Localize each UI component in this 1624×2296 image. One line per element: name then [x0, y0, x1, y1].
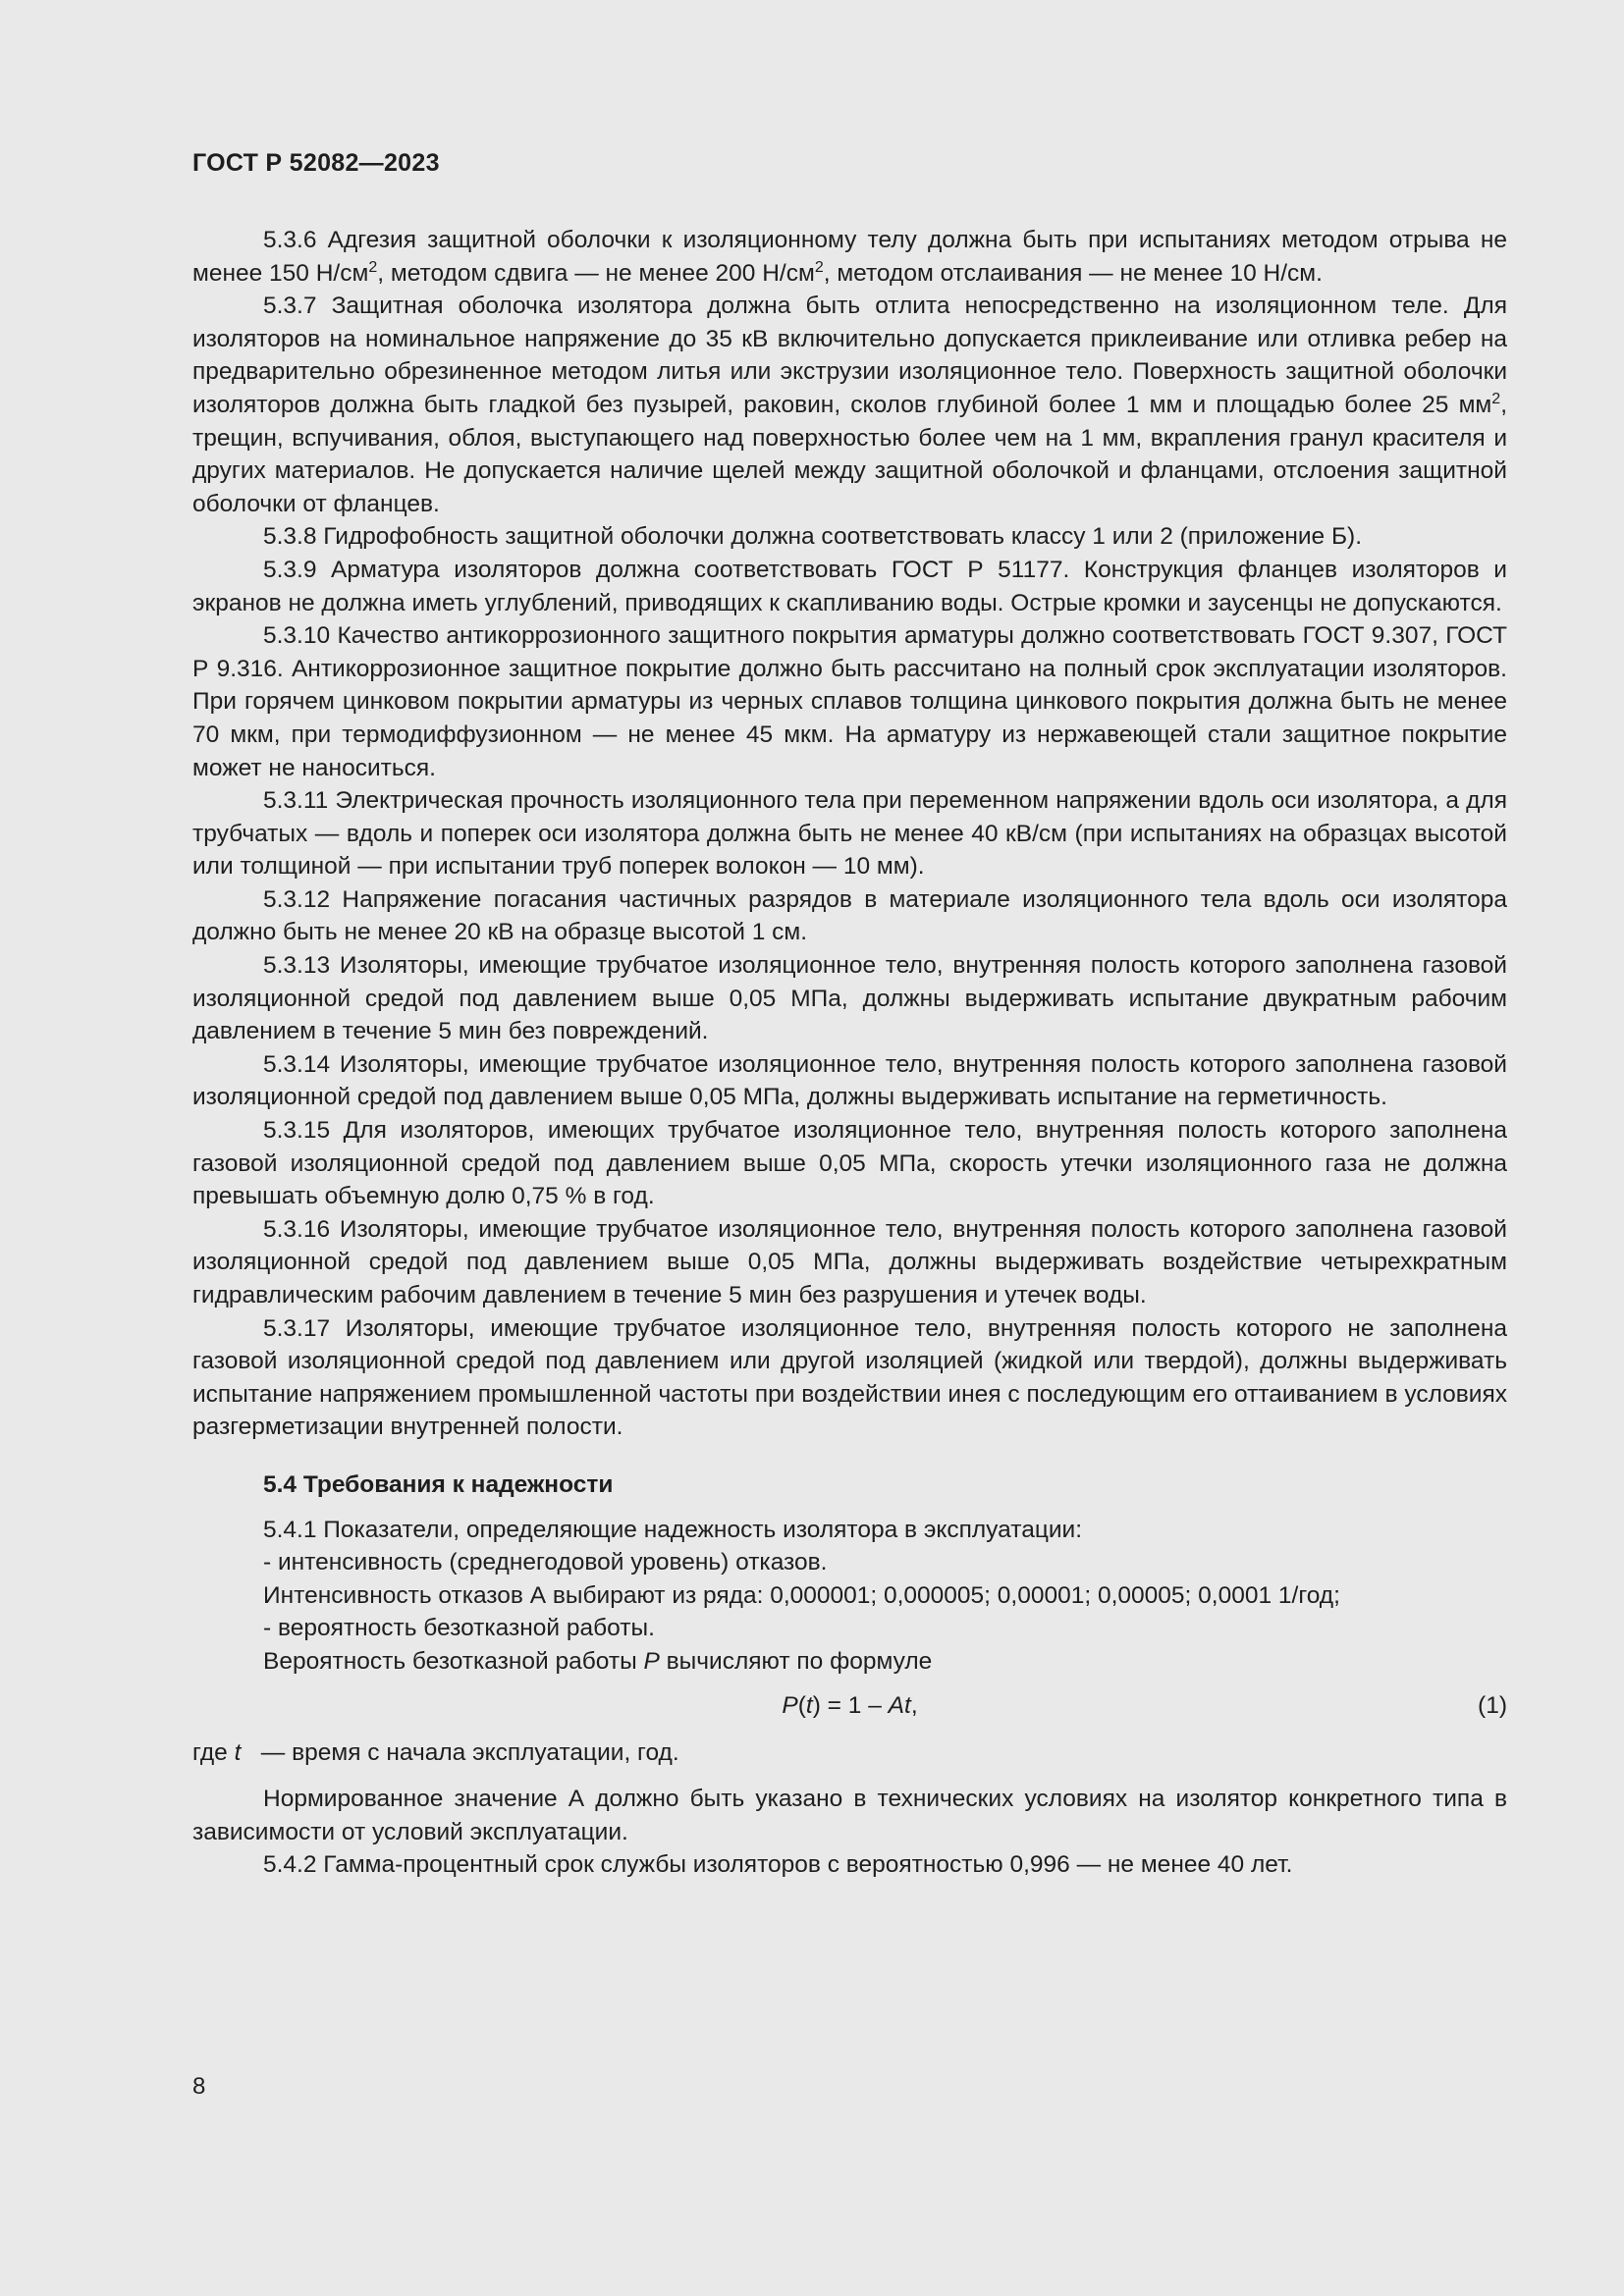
superscript: 2	[368, 258, 378, 276]
list-item: - интенсивность (среднегодовой уровень) отказов.	[263, 1549, 828, 1576]
paragraph-5-3-7	[192, 290, 1507, 520]
formula-part: (	[797, 1691, 806, 1719]
paragraph-5-3-15: 5.3.15 Для изоляторов, имеющих трубчатое изоляционное тело, внутренняя полость которого заполнена газовой изоляционной средой под давлением выше 0,05 МПа, скорость утечки изоляционного газа не должна превышать объемную долю 0,75 % в год.	[192, 1117, 1507, 1210]
paragraph-5-3-12: 5.3.12 Напряжение погасания частичных разрядов в материале изоляционного тела вдоль оси изолятора должно быть не менее 20 кВ на образце высотой 1 см.	[192, 885, 1507, 946]
variable: P	[782, 1691, 798, 1719]
paragraph-text: 5.3.6 Адгезия защитной оболочки к изоляционному телу должна быть при испытаниях методом отрыва не менее 150 Н/см	[192, 227, 1507, 287]
section-heading-5-4: 5.4 Требования к надежности	[263, 1470, 614, 1498]
paragraph-5-3-10: 5.3.10 Качество антикоррозионного защитного покрытия арматуры должно соответствовать ГОСТ 9.307, ГОСТ Р 9.316. Антикоррозионное защитное покрытие должно быть рассчитано на полный срок эксплуатации изоляторов. При горячем цинковом покрытии арматуры из черных сплавов толщина цинкового покрытия должна быть не менее 70 мкм, при термодиффузионном — не менее 45 мкм. На арматуру из нержавеющей стали защитное покрытие может не наноситься.	[192, 622, 1507, 781]
paragraph-5-3-17: 5.3.17 Изоляторы, имеющие трубчатое изоляционное тело, внутренняя полость которого не заполнена газовой изоляционной средой под давлением или другой изоляцией (жидкой или твердой), должны выдерживать испытание напряжением промышленной частоты при воздействии инея с последующим его оттаиванием в условиях разгерметизации внутренней полости.	[192, 1314, 1507, 1441]
document-header: ГОСТ Р 52082—2023	[192, 149, 440, 177]
paragraph-text: , методом отслаивания — не менее 10 Н/см.	[823, 259, 1323, 287]
variable: t	[805, 1691, 813, 1719]
paragraph-5-3-6	[192, 224, 1507, 290]
paragraph-text: Вероятность безотказной работы	[263, 1647, 644, 1675]
variable: A	[888, 1691, 904, 1719]
paragraph-5-3-16: 5.3.16 Изоляторы, имеющие трубчатое изоляционное тело, внутренняя полость которого заполнена газовой изоляционной средой под давлением выше 0,05 МПа, должны выдерживать воздействие четырехкратным гидравлическим рабочим давлением в течение 5 мин без разрушения и утечек воды.	[192, 1215, 1507, 1308]
paragraph-text: — время с начала эксплуатации, год.	[241, 1738, 679, 1766]
paragraph-text: , методом сдвига — не менее 200 Н/см	[377, 259, 815, 287]
probability-intro	[192, 1645, 1507, 1679]
formula-part: ) = 1 –	[812, 1691, 889, 1719]
paragraph-5-3-11: 5.3.11 Электрическая прочность изоляционного тела при переменном напряжении вдоль оси изолятора, а для трубчатых — вдоль и поперек оси изолятора должна быть не менее 40 кВ/см (при испытаниях на образцах высотой или толщиной — при испытании труб поперек волокон — 10 мм).	[192, 787, 1507, 881]
formula-1	[192, 1689, 1507, 1723]
document-body	[192, 224, 1507, 1882]
paragraph-5-3-14: 5.3.14 Изоляторы, имеющие трубчатое изоляционное тело, внутренняя полость которого заполнена газовой изоляционной средой под давлением выше 0,05 МПа, должны выдерживать испытание на герметичность.	[192, 1050, 1507, 1111]
paragraph-text: где	[192, 1738, 235, 1766]
formula-number: (1)	[1478, 1691, 1507, 1719]
paragraph-5-3-13: 5.3.13 Изоляторы, имеющие трубчатое изоляционное тело, внутренняя полость которого заполнена газовой изоляционной средой под давлением выше 0,05 МПа, должны выдерживать испытание двукратным рабочим давлением в течение 5 мин без повреждений.	[192, 952, 1507, 1045]
page-number: 8	[192, 2073, 206, 2100]
paragraph-5-3-9: 5.3.9 Арматура изоляторов должна соответствовать ГОСТ Р 51177. Конструкция фланцев изоляторов и экранов не должна иметь углублений, приводящих к скапливанию воды. Острые кромки и заусенцы не допускаются.	[192, 556, 1507, 616]
formula-legend	[192, 1736, 1507, 1770]
variable: t	[904, 1691, 911, 1719]
list-item: - вероятность безотказной работы.	[263, 1615, 655, 1642]
paragraph-text: вычисляют по формуле	[659, 1647, 933, 1675]
formula-expression	[192, 1689, 1507, 1723]
superscript: 2	[1491, 390, 1501, 407]
paragraph-normalized-value: Нормированное значение А должно быть указано в технических условиях на изолятор конкретного типа в зависимости от условий эксплуатации.	[192, 1786, 1507, 1845]
spacer	[192, 1769, 1507, 1783]
paragraph-5-4-1: 5.4.1 Показатели, определяющие надежность изолятора в эксплуатации:	[263, 1516, 1083, 1543]
variable: P	[643, 1647, 660, 1675]
intensity-values: Интенсивность отказов А выбирают из ряда: 0,000001; 0,000005; 0,00001; 0,00005; 0,0001 1/год;	[263, 1581, 1340, 1609]
paragraph-5-3-8: 5.3.8 Гидрофобность защитной оболочки должна соответствовать классу 1 или 2 (приложение Б).	[263, 523, 1363, 551]
paragraph-text: , трещин, вспучивания, облоя, выступающего над поверхностью более чем на 1 мм, вкрапления гранул красителя и других материалов. Не допускается наличие щелей между защитной оболочкой и фланцами, отслоения защитной оболочки от фланцев.	[192, 391, 1507, 517]
variable: t	[234, 1738, 242, 1766]
superscript: 2	[814, 258, 824, 276]
formula-part: ,	[910, 1691, 918, 1719]
paragraph-text: 5.3.7 Защитная оболочка изолятора должна быть отлита непосредственно на изоляционном теле. Для изоляторов на номинальное напряжение до 35 кВ включительно допускается приклеивание или отливка ребер на предварительно обрезиненное методом литья или экструзии изоляционное тело. Поверхность защитной оболочки изоляторов должна быть гладкой без пузырей, раковин, сколов глубиной более 1 мм и площадью более 25 мм	[192, 293, 1507, 418]
paragraph-5-4-2: 5.4.2 Гамма-процентный срок службы изоляторов с вероятностью 0,996 — не менее 40 лет.	[263, 1851, 1293, 1879]
